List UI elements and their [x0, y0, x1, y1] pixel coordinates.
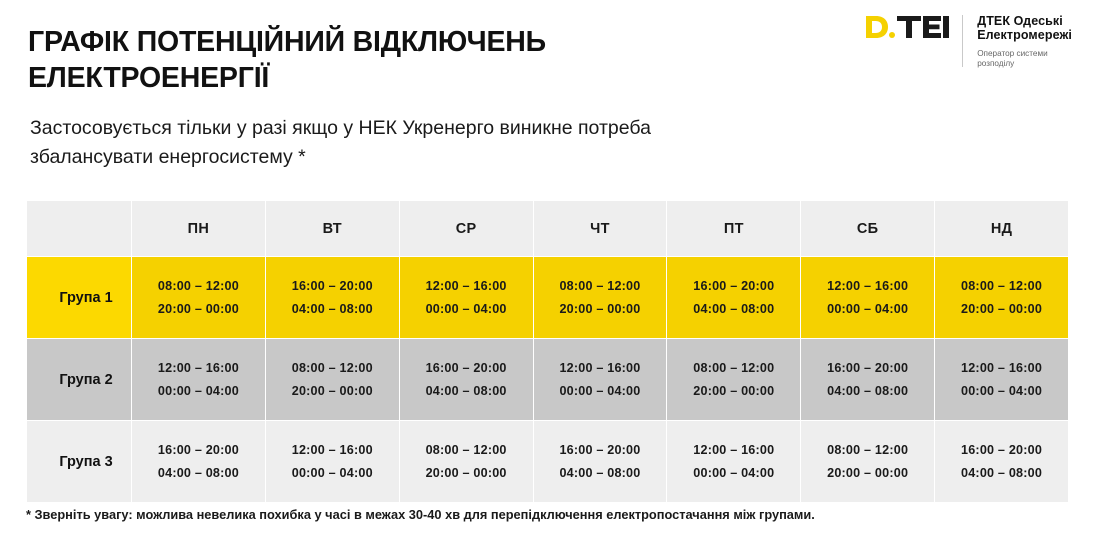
- slot-first: 08:00 – 12:00: [827, 443, 909, 458]
- slot-second: 00:00 – 04:00: [827, 301, 909, 316]
- row-label-group-3: Група 3: [27, 421, 132, 503]
- slot-first: 12:00 – 16:00: [559, 361, 641, 376]
- page-title: ГРАФІК ПОТЕНЦІЙНИЙ ВІДКЛЮЧЕНЬ ЕЛЕКТРОЕНЕРГІЇ: [28, 26, 546, 95]
- slot-second: 04:00 – 08:00: [157, 465, 239, 480]
- cell-group3-day5: [801, 421, 935, 503]
- schedule-header-row: [27, 201, 1069, 257]
- slot-first: 08:00 – 12:00: [157, 279, 239, 294]
- table-row: [27, 421, 1069, 503]
- cell-group2-day2: [399, 339, 533, 421]
- cell-group3-day4: [667, 421, 801, 503]
- slot-second: 00:00 – 04:00: [559, 383, 641, 398]
- cell-group1-day6: [935, 257, 1069, 339]
- row-label-group-1: Група 1: [27, 257, 132, 339]
- slot-first: 12:00 – 16:00: [291, 443, 373, 458]
- cell-group1-day3: [533, 257, 667, 339]
- cell-group3-day2: [399, 421, 533, 503]
- slot-second: 04:00 – 08:00: [961, 465, 1043, 480]
- cell-group3-day0: [132, 421, 266, 503]
- cell-group3-day3: [533, 421, 667, 503]
- cell-group1-day1: [265, 257, 399, 339]
- column-header-day-3: ЧТ: [533, 201, 667, 257]
- schedule-table: [26, 200, 1069, 503]
- slot-first: 16:00 – 20:00: [827, 361, 909, 376]
- slot-first: 16:00 – 20:00: [157, 443, 239, 458]
- slot-first: 12:00 – 16:00: [425, 279, 507, 294]
- slot-second: 20:00 – 00:00: [961, 301, 1043, 316]
- brand-block: [864, 14, 1072, 70]
- page-subtitle: Застосовується тільки у разі якщо у НЕК Укренерго виникне потреба збалансувати енергосистему *: [30, 117, 651, 169]
- column-header-day-6: НД: [935, 201, 1069, 257]
- slot-first: 16:00 – 20:00: [559, 443, 641, 458]
- slot-second: 00:00 – 04:00: [157, 383, 239, 398]
- brand-text: [975, 14, 1072, 70]
- slot-second: 04:00 – 08:00: [827, 383, 909, 398]
- slot-first: 08:00 – 12:00: [961, 279, 1043, 294]
- table-row: [27, 257, 1069, 339]
- column-header-day-0: ПН: [132, 201, 266, 257]
- cell-group2-day4: [667, 339, 801, 421]
- slot-second: 00:00 – 04:00: [961, 383, 1043, 398]
- footnote: * Зверніть увагу: можлива невелика похибка у часі в межах 30-40 хв для перепідключення електропостачання між групами.: [26, 507, 815, 522]
- cell-group1-day4: [667, 257, 801, 339]
- table-row: [27, 339, 1069, 421]
- slot-second: 00:00 – 04:00: [425, 301, 507, 316]
- cell-group1-day5: [801, 257, 935, 339]
- cell-group3-day6: [935, 421, 1069, 503]
- cell-group2-day3: [533, 339, 667, 421]
- cell-group3-day1: [265, 421, 399, 503]
- brand-title-line1: ДТЕК Одеські: [977, 14, 1063, 28]
- slot-second: 00:00 – 04:00: [693, 465, 775, 480]
- slot-first: 16:00 – 20:00: [961, 443, 1043, 458]
- cell-group1-day2: [399, 257, 533, 339]
- slot-second: 04:00 – 08:00: [559, 465, 641, 480]
- slot-second: 04:00 – 08:00: [291, 301, 373, 316]
- slot-second: 20:00 – 00:00: [693, 383, 775, 398]
- cell-group2-day0: [132, 339, 266, 421]
- column-header-day-4: ПТ: [667, 201, 801, 257]
- slot-first: 16:00 – 20:00: [693, 279, 775, 294]
- slot-first: 12:00 – 16:00: [827, 279, 909, 294]
- cell-group2-day1: [265, 339, 399, 421]
- slot-first: 12:00 – 16:00: [693, 443, 775, 458]
- brand-subtitle-line2: розподілу: [977, 59, 1015, 69]
- dtek-logo-icon: [864, 14, 950, 40]
- column-header-day-5: СБ: [801, 201, 935, 257]
- slot-second: 20:00 – 00:00: [827, 465, 909, 480]
- slot-first: 16:00 – 20:00: [425, 361, 507, 376]
- slot-first: 12:00 – 16:00: [961, 361, 1043, 376]
- slot-second: 20:00 – 00:00: [157, 301, 239, 316]
- table-corner-cell: [27, 201, 132, 257]
- slot-second: 04:00 – 08:00: [425, 383, 507, 398]
- row-label-group-2: Група 2: [27, 339, 132, 421]
- slot-second: 20:00 – 00:00: [559, 301, 641, 316]
- slot-first: 16:00 – 20:00: [291, 279, 373, 294]
- brand-title-line2: Електромережі: [977, 28, 1072, 42]
- slot-second: 04:00 – 08:00: [693, 301, 775, 316]
- column-header-day-1: ВТ: [265, 201, 399, 257]
- cell-group2-day5: [801, 339, 935, 421]
- cell-group1-day0: [132, 257, 266, 339]
- slot-first: 08:00 – 12:00: [291, 361, 373, 376]
- slot-second: 20:00 – 00:00: [425, 465, 507, 480]
- column-header-day-2: СР: [399, 201, 533, 257]
- slot-second: 20:00 – 00:00: [291, 383, 373, 398]
- slot-first: 08:00 – 12:00: [559, 279, 641, 294]
- slot-second: 00:00 – 04:00: [291, 465, 373, 480]
- brand-subtitle-line1: Оператор системи: [977, 49, 1048, 58]
- brand-divider: [962, 15, 963, 67]
- slot-first: 08:00 – 12:00: [693, 361, 775, 376]
- cell-group2-day6: [935, 339, 1069, 421]
- slot-first: 08:00 – 12:00: [425, 443, 507, 458]
- slot-first: 12:00 – 16:00: [157, 361, 239, 376]
